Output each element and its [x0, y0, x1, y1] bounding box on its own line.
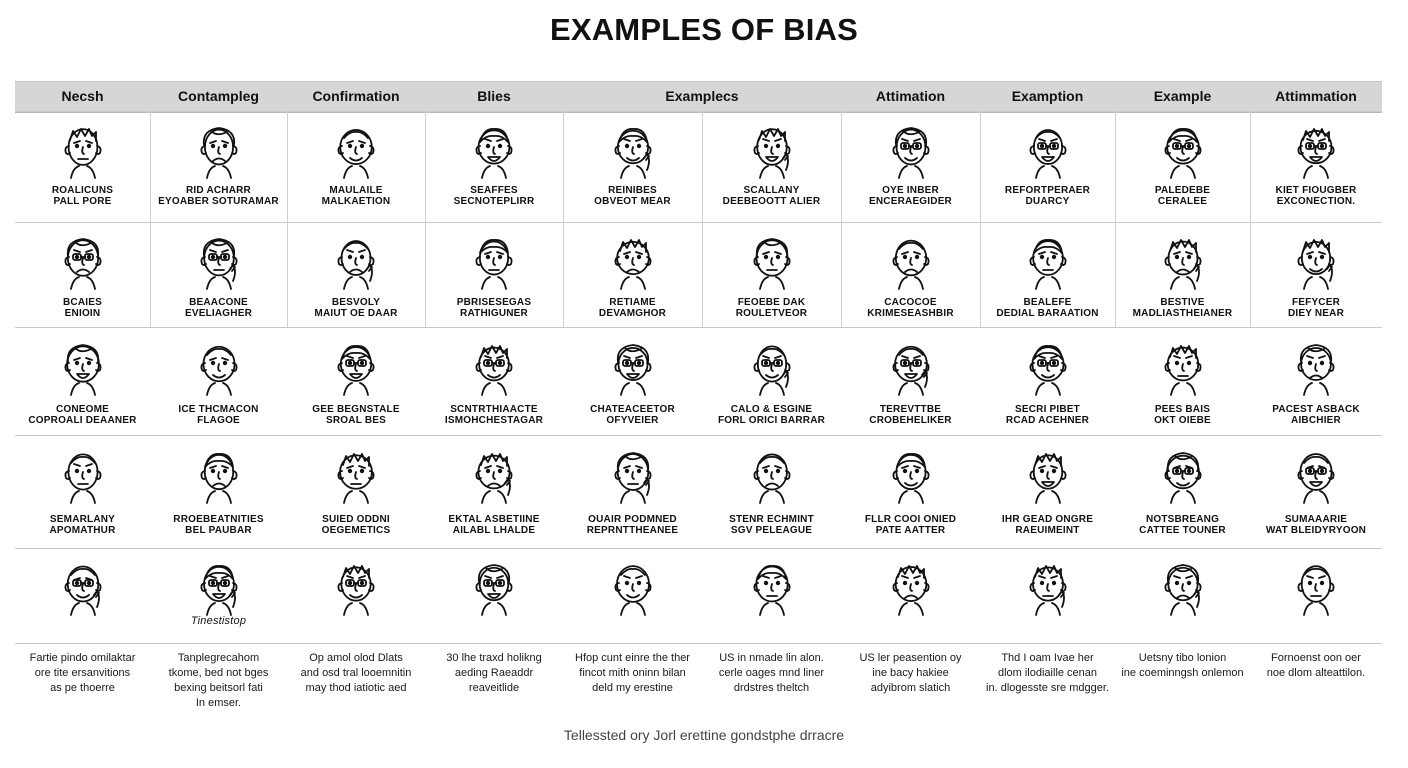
table-cell	[841, 335, 980, 397]
table-cell	[15, 335, 150, 397]
bias-description: Op amol olod Dlats and osd tral looemnitin may thod iatiotic aed	[300, 652, 412, 694]
bias-description: Fornoenst oon oer noe dlom alteattilon.	[1266, 652, 1366, 679]
cell-caption: GEE BEGNSTALE SROAL BES	[312, 404, 400, 426]
cartoon-face-icon	[879, 118, 943, 180]
table-cell	[563, 555, 702, 617]
cell-caption: ICE THCMACON FLAGOE	[178, 404, 259, 426]
table-cell	[1115, 335, 1250, 397]
table-cell	[563, 229, 702, 291]
column-header: Necsh	[61, 88, 104, 104]
table-cell	[425, 335, 563, 397]
cell-caption: REFORTPERAER DUARCY	[1004, 185, 1091, 207]
bias-description: US ler peasention oy ine bacy hakiee adyibrom slatich	[859, 652, 962, 694]
cartoon-face-icon	[1151, 335, 1215, 397]
cartoon-face-icon	[462, 118, 526, 180]
cell-caption: CONEOME COPROALI DEAANER	[28, 404, 137, 426]
bias-description: Fartie pindo omilaktar ore tite ersanvitions as pe thoerre	[29, 652, 136, 694]
cartoon-face-icon	[51, 443, 115, 505]
table-cell	[1115, 555, 1250, 617]
cartoon-face-icon	[601, 443, 665, 505]
table-cell	[287, 118, 425, 180]
cell-caption: NOTSBREANG CATTEE TOUNER	[1139, 514, 1226, 536]
table-cell	[980, 118, 1115, 180]
cartoon-face-icon	[1151, 443, 1215, 505]
column-header: Attimmation	[1275, 88, 1357, 104]
cartoon-face-icon	[740, 118, 804, 180]
cartoon-face-icon	[1284, 229, 1348, 291]
cell-caption: CALO & ESGINE FORL ORICI BARRAR	[717, 404, 826, 426]
cartoon-face-icon	[462, 229, 526, 291]
table-cell	[563, 443, 702, 505]
table-cell	[841, 229, 980, 291]
cell-caption: STENR ECHMINT SGV PELEAGUE	[729, 514, 814, 536]
cartoon-face-icon	[740, 335, 804, 397]
cartoon-face-icon	[879, 443, 943, 505]
cartoon-face-icon	[740, 229, 804, 291]
table-cell	[425, 118, 563, 180]
cartoon-face-icon	[187, 335, 251, 397]
row-divider	[15, 435, 1382, 436]
table-cell	[425, 555, 563, 617]
cell-caption: CACOCOE KRIMESEASHBIR	[867, 297, 954, 319]
cell-caption: FLLR COOI ONIED PATE AATTER	[864, 514, 957, 536]
cell-caption: PEES BAIS OKT OIEBE	[1154, 404, 1211, 426]
cartoon-face-icon	[324, 229, 388, 291]
table-cell	[980, 335, 1115, 397]
column-header: Examplecs	[665, 88, 739, 104]
cartoon-face-icon	[1151, 229, 1215, 291]
bias-description: Tanplegrecahom tkome, bed not bges bexing beitsorl fati In emser.	[168, 652, 269, 709]
table-cell	[980, 229, 1115, 291]
cartoon-face-icon	[324, 443, 388, 505]
table-cell	[563, 335, 702, 397]
cell-caption: BCAIES ENIOIN	[63, 297, 102, 319]
cell-caption: KIET FIOUGBER EXCONECTION.	[1275, 185, 1357, 207]
cartoon-face-icon	[324, 118, 388, 180]
column-header: Blies	[477, 88, 511, 104]
cartoon-face-icon	[601, 118, 665, 180]
cell-caption: SUMAAARIE WAT BLEIDYRYOON	[1265, 514, 1367, 536]
table-cell	[1115, 229, 1250, 291]
table-cell	[150, 335, 287, 397]
cell-caption: PALEDEBE CERALEE	[1154, 185, 1211, 207]
table-cell	[15, 118, 150, 180]
bias-table	[15, 81, 1382, 643]
cell-caption: BESTIVE MADLIASTHEIANER	[1132, 297, 1233, 319]
table-cell	[287, 555, 425, 617]
cartoon-face-icon	[51, 118, 115, 180]
table-cell	[841, 555, 980, 617]
cartoon-face-icon	[1284, 335, 1348, 397]
footer-caption: Tellessted ory Jorl erettine gondstphe drracre	[563, 727, 845, 743]
table-cell	[1250, 229, 1382, 291]
cell-caption: RID ACHARR EYOABER SOTURAMAR	[158, 185, 279, 207]
cell-caption: FEOEBE DAK ROULETVEOR	[735, 297, 808, 319]
cartoon-face-icon	[1151, 555, 1215, 617]
table-cell	[1115, 443, 1250, 505]
bias-description: US in nmade lin alon. cerle oages mnd liner drdstres theltch	[718, 652, 825, 694]
table-cell	[150, 555, 287, 617]
table-cell	[287, 335, 425, 397]
cartoon-face-icon	[1284, 443, 1348, 505]
cartoon-face-icon	[462, 335, 526, 397]
table-cell	[702, 335, 841, 397]
column-header: Example	[1153, 88, 1212, 104]
row-divider	[15, 222, 1382, 223]
cell-caption: PBRISESEGAS RATHIGUNER	[456, 297, 532, 319]
cartoon-face-icon	[1016, 443, 1080, 505]
table-cell	[1250, 118, 1382, 180]
cell-caption: REINIBES OBVEOT MEAR	[594, 185, 671, 207]
table-cell	[425, 229, 563, 291]
cell-caption: RROEBEATNITIES BEL PAUBAR	[173, 514, 264, 536]
cell-caption: SCALLANY DEEBEOOTT ALIER	[722, 185, 821, 207]
cartoon-face-icon	[879, 335, 943, 397]
table-cell	[980, 443, 1115, 505]
cell-caption: OYE INBER ENCERAEGIDER	[869, 185, 952, 207]
cartoon-face-icon	[187, 229, 251, 291]
table-cell	[15, 555, 150, 617]
table-cell	[702, 443, 841, 505]
cartoon-face-icon	[187, 555, 251, 617]
table-cell	[1250, 335, 1382, 397]
table-cell	[287, 443, 425, 505]
cartoon-face-icon	[1151, 118, 1215, 180]
bias-description: 30 lhe traxd holikng aeding Raeaddr reaveitlide	[446, 652, 542, 694]
cell-caption: SECRI PIBET RCAD ACEHNER	[1005, 404, 1090, 426]
cell-caption: CHATEACEETOR OFYVEIER	[590, 404, 675, 426]
table-cell	[702, 118, 841, 180]
cartoon-face-icon	[601, 555, 665, 617]
cartoon-face-icon	[740, 443, 804, 505]
cartoon-face-icon	[187, 443, 251, 505]
table-cell	[841, 118, 980, 180]
column-header: Examption	[1011, 88, 1084, 104]
cartoon-face-icon	[879, 229, 943, 291]
cartoon-face-icon	[51, 555, 115, 617]
cell-caption: SUIED ODDNI OEGEMETICS	[321, 514, 391, 536]
cell-caption: EKTAL ASBETIINE AILABL LHALDE	[448, 514, 540, 536]
table-cell	[150, 443, 287, 505]
cell-caption: OUAIR PODMNED REPRNTTHEANEE	[586, 514, 679, 536]
cell-caption: BEALEFE DEDIAL BARAATION	[996, 297, 1099, 319]
cartoon-face-icon	[1284, 118, 1348, 180]
cartoon-face-icon	[462, 555, 526, 617]
cartoon-face-icon	[324, 555, 388, 617]
cell-caption: FEFYCER DIEY NEAR	[1287, 297, 1345, 319]
bias-description: Hfop cunt einre the ther fincot mith oninn bilan deld my erestine	[575, 652, 690, 694]
cell-caption: IHR GEAD ONGRE RAEUIMEINT	[1001, 514, 1094, 536]
cartoon-face-icon	[1016, 118, 1080, 180]
cell-caption: SEAFFES SECNOTEPLIRR	[453, 185, 535, 207]
cell-caption: BESVOLY MAIUT OE DAAR	[314, 297, 398, 319]
cartoon-face-icon	[601, 229, 665, 291]
table-cell	[150, 229, 287, 291]
bias-description: Uetsny tibo lonion ine coeminngsh onlemon	[1121, 652, 1244, 679]
table-cell	[702, 555, 841, 617]
cell-caption: ROALICUNS PALL PORE	[51, 185, 114, 207]
table-cell	[841, 443, 980, 505]
cell-caption: RETIAME DEVAMGHOR	[598, 297, 667, 319]
table-cell	[150, 118, 287, 180]
cell-caption: BEAACONE EVELIAGHER	[184, 297, 252, 319]
cell-caption: PACEST ASBACK AIBCHIER	[1272, 404, 1360, 426]
table-cell	[15, 443, 150, 505]
cartoon-face-icon	[187, 118, 251, 180]
cartoon-face-icon	[462, 443, 526, 505]
cartoon-face-icon	[1016, 229, 1080, 291]
page-title: EXAMPLES OF BIAS	[549, 12, 859, 47]
cartoon-face-icon	[1016, 335, 1080, 397]
table-cell	[425, 443, 563, 505]
table-cell	[287, 229, 425, 291]
cartoon-face-icon	[879, 555, 943, 617]
table-cell	[702, 229, 841, 291]
row-divider	[15, 327, 1382, 328]
cell-caption: SCNTRTHIAACTE ISMOHCHESTAGAR	[444, 404, 544, 426]
row-divider	[15, 548, 1382, 549]
cartoon-face-icon	[1016, 555, 1080, 617]
cell-caption: SEMARLANY APOMATHUR	[49, 514, 116, 536]
table-cell	[1250, 555, 1382, 617]
cell-caption: TEREVTTBE CROBEHELIKER	[869, 404, 952, 426]
table-cell	[563, 118, 702, 180]
column-header: Attimation	[875, 88, 946, 104]
row-divider	[15, 643, 1382, 644]
bias-description: Thd I oam Ivae her dlom ilodiaille cenan in. dlogesste sre mdgger.	[986, 652, 1109, 694]
column-header: Contampleg	[178, 88, 259, 104]
table-cell	[980, 555, 1115, 617]
cartoon-face-icon	[1284, 555, 1348, 617]
row-divider	[15, 111, 1382, 112]
cartoon-face-icon	[51, 335, 115, 397]
cell-caption: MAULAILE MALKAETION	[321, 185, 391, 207]
column-header: Confirmation	[312, 88, 400, 104]
cartoon-face-icon	[51, 229, 115, 291]
cartoon-face-icon	[601, 335, 665, 397]
table-cell	[1250, 443, 1382, 505]
cartoon-face-icon	[740, 555, 804, 617]
table-cell	[1115, 118, 1250, 180]
cartoon-face-icon	[324, 335, 388, 397]
cell-caption: Tinestistop	[190, 615, 247, 627]
table-cell	[15, 229, 150, 291]
